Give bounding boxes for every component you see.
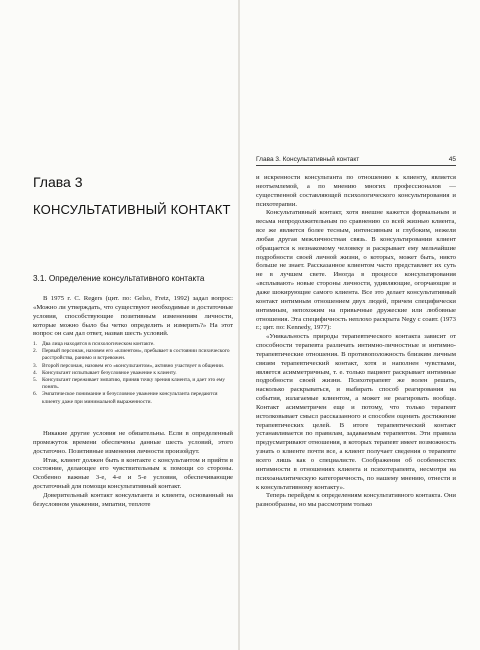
chapter-title: КОНСУЛЬТАТИВНЫЙ КОНТАКТ bbox=[33, 202, 231, 217]
list-item bbox=[33, 363, 233, 370]
chapter-number: Глава 3 bbox=[33, 174, 83, 190]
running-head bbox=[256, 155, 456, 166]
list-item-number: 2. bbox=[33, 348, 38, 355]
paragraph: Никакие другие условия не обязательны. Если в определенный промежуток времени обеспечены данные шесть условий, этого достаточно. Позитивные изменения личности произойдут. bbox=[33, 430, 233, 455]
list-item-text: Консультант испытывает безусловное уважение к клиенту. bbox=[42, 369, 177, 376]
section-title: 3.1. Определение консультативного контакта bbox=[33, 274, 205, 283]
list-item-number: 4. bbox=[33, 369, 38, 376]
right-column-text bbox=[256, 174, 456, 510]
left-intro-text bbox=[33, 295, 233, 339]
list-item-text: Консультант переживает эмпатию, приняв точку зрения клиента, и дает это ему понять. bbox=[42, 377, 226, 391]
paragraph: и искренности консультанта по отношению к клиенту, является неотъемлемой, а по мнению многих профессионалов — существенной составляющей психологического консультирования и психотерапии. bbox=[256, 174, 456, 208]
paragraph: Доверительный контакт консультанта и клиента, основанный на безусловном уважении, эмпатии, теплоте bbox=[33, 491, 233, 508]
list-item bbox=[33, 377, 233, 391]
page-number: 45 bbox=[448, 156, 456, 163]
list-item bbox=[33, 370, 233, 377]
list-item bbox=[33, 348, 233, 362]
running-head-rule bbox=[256, 165, 456, 166]
list-item-number: 5. bbox=[33, 377, 38, 384]
paragraph: Консультативный контакт, хотя внешне кажется формальным и весьма непродолжительным по сравнению со всей жизнью клиента, все же является более тесным, интенсивным и глубоким, нежели любая другая межличностная связь. В консультировании клиент обращается к незнакомому человеку и раскрывает ему мельчайшие подробности своей личной жизни, о которых, может быть, никто больше не знает. Рассказанное клиентом часто представляет их суть не в лучшем свете. Иногда в процессе консультирования «всплывают» новые стороны личности, удивляющие, огорчающие и даже шокирующие самого клиента. Все это делает консультативный контакт интимным отношением двух людей, причем специфически интимным, непохожим на привычные дружеские или любовные отношения. Эта специфичность неплохо раскрыта Negy с соавт. (1973 г.; цит. по: Kennedy, 1977): bbox=[256, 209, 456, 332]
left-body-text bbox=[33, 430, 233, 510]
list-item-number: 3. bbox=[33, 362, 38, 369]
paragraph: Итак, клиент должен быть в контакте с консультантом и прийти в состояние, делающее его чувствительным к помощи со стороны. Особенно важные 3-е, 4-е и 5-е условия, обеспечивающие достаточный для помощи консультативный контакт. bbox=[33, 456, 233, 491]
list-item-text: Первый персонаж, назовем его «клиентом», пребывает в состоянии психического расстройства, ранимо и встревожен. bbox=[42, 348, 230, 362]
list-item-number: 6. bbox=[33, 391, 38, 398]
list-item bbox=[33, 391, 233, 405]
quote-paragraph: «Уникальность природы терапевтического контакта зависит от способности терапевта различать интимно-личностные и интимно-терапевтические отношения. В противоположность близким личным связям терапевтический контакт, хотя и наполнен чувствами, является асимметричным, т. е. только пациент раскрывает интимные подробности своей жизни. Психотерапевт же волен решать, насколько раскрываться, и выбирать способ реагирования на события, излагаемые клиентом, а может не реагировать вообще. Контакт асимметричен еще и потому, что только терапевт истолковывает смысл рассказанного и способен оценить достижение терапевтических целей. В итоге терапевтический контакт устанавливается по правилам, задаваемым терапевтом. Эти правила предусматривают отношения, в которых терапевт имеет возможность узнать о клиенте почти все, а клиент получает сведения о терапевте всего лишь как о специалисте. Соображения об особенностях интимности в отношениях клиента и психотерапевта, несмотря на психоаналитическую категоричность, по нашему мнению, отнести и к консультативному контакту». bbox=[256, 333, 456, 491]
list-item-text: Второй персонаж, назовем его «консультантом», активно участвует в общении. bbox=[42, 362, 225, 369]
paragraph: В 1975 г. C. Regers (цит. по: Gelso, Fretz, 1992) задал вопрос: «Можно ли утверждать, что существуют необходимые и достаточные условия, способствующие позитивным изменениям личности, которые можно было бы четко определить и измерить?» На этот вопрос он сам дал ответ, назвав шесть условий. bbox=[33, 295, 233, 338]
list-item-text: Два лица находятся в психологическом контакте. bbox=[42, 341, 155, 347]
paragraph: Теперь перейдем к определениям консультативного контакта. Они разнообразны, но мы рассмотрим только bbox=[256, 492, 456, 509]
running-head-title: Глава 3. Консультативный контакт bbox=[256, 156, 360, 163]
list-item-number: 1. bbox=[33, 341, 38, 347]
list-item-text: Эмпатическое понимание и безусловное уважение консультанта передаются клиенту даже при минимальной выраженности. bbox=[42, 391, 218, 405]
conditions-list bbox=[33, 341, 233, 406]
